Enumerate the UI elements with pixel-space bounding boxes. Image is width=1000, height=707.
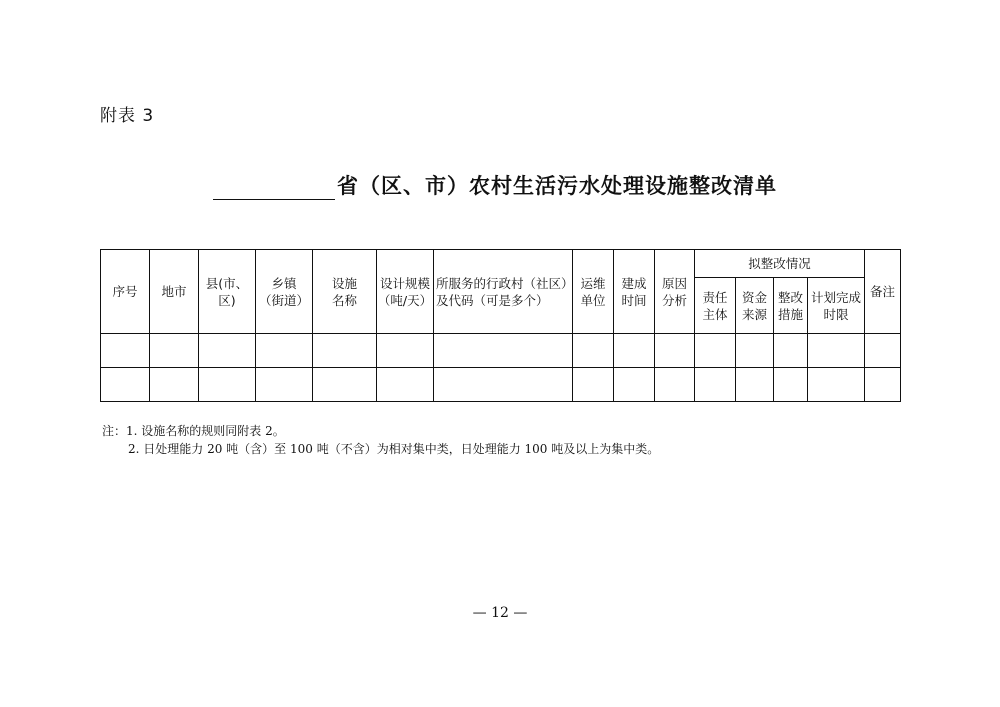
table-cell bbox=[614, 368, 655, 402]
header-city: 地市 bbox=[150, 250, 199, 334]
header-measure bbox=[774, 278, 808, 334]
header-built-line1: 建成 bbox=[621, 275, 647, 291]
header-remarks: 备注 bbox=[865, 250, 901, 334]
table-cell bbox=[101, 334, 150, 368]
header-capacity-line1: 设计规模 bbox=[379, 275, 430, 291]
header-facility-line1: 设施 bbox=[331, 275, 357, 291]
table-cell bbox=[865, 334, 901, 368]
header-fund bbox=[736, 278, 774, 334]
header-responsible bbox=[695, 278, 736, 334]
header-built-line2: 时间 bbox=[621, 292, 647, 308]
header-built bbox=[614, 250, 655, 334]
header-deadline-line1: 计划完成 bbox=[811, 289, 862, 305]
header-responsible-line1: 责任 bbox=[702, 289, 728, 305]
table-cell bbox=[313, 334, 377, 368]
table-cell bbox=[865, 368, 901, 402]
table-cell bbox=[774, 368, 808, 402]
header-villages bbox=[434, 250, 573, 334]
table-row bbox=[101, 334, 901, 368]
header-facility-line2: 名称 bbox=[331, 292, 357, 308]
header-town-line1: 乡镇 bbox=[271, 275, 297, 291]
table-cell bbox=[313, 368, 377, 402]
table-cell bbox=[695, 334, 736, 368]
header-seq: 序号 bbox=[101, 250, 150, 334]
rectification-table bbox=[100, 249, 901, 402]
header-measure-line2: 措施 bbox=[777, 306, 803, 322]
table-cell bbox=[150, 368, 199, 402]
header-town-line2: （街道） bbox=[258, 292, 309, 308]
table-cell bbox=[434, 334, 573, 368]
table-cell bbox=[573, 368, 614, 402]
note-line-2: 2. 日处理能力 20 吨（含）至 100 吨（不含）为相对集中类，日处理能力 100 吨及以上为集中类。 bbox=[128, 442, 660, 456]
table-cell bbox=[655, 368, 695, 402]
note-line-1: 注：1. 设施名称的规则同附表 2。 bbox=[102, 424, 285, 438]
table-cell bbox=[434, 368, 573, 402]
header-cause-line1: 原因 bbox=[661, 275, 687, 291]
header-cause bbox=[655, 250, 695, 334]
header-row-top bbox=[101, 250, 901, 278]
page-number: — 12 — bbox=[472, 605, 528, 621]
table-cell bbox=[614, 334, 655, 368]
header-responsible-line2: 主体 bbox=[702, 306, 728, 322]
table-cell bbox=[150, 334, 199, 368]
notes bbox=[102, 422, 659, 458]
header-deadline bbox=[808, 278, 865, 334]
attachment-label: 附表 3 bbox=[100, 106, 155, 126]
table-cell bbox=[377, 334, 434, 368]
header-operator-line2: 单位 bbox=[580, 292, 606, 308]
table-cell bbox=[808, 334, 865, 368]
header-fund-line2: 来源 bbox=[741, 306, 767, 322]
document-title: 省（区、市）农村生活污水处理设施整改清单 bbox=[337, 174, 777, 198]
table-cell bbox=[736, 334, 774, 368]
table-body bbox=[101, 334, 901, 402]
table-row bbox=[101, 368, 901, 402]
header-operator-line1: 运维 bbox=[580, 275, 606, 291]
table-cell bbox=[256, 368, 313, 402]
header-villages-line1: 所服务的行政村（社区） bbox=[436, 275, 574, 291]
table-cell bbox=[774, 334, 808, 368]
header-town bbox=[256, 250, 313, 334]
header-operator bbox=[573, 250, 614, 334]
header-deadline-line2: 时限 bbox=[823, 306, 849, 322]
header-villages-line2: 及代码（可是多个） bbox=[436, 292, 549, 308]
header-cause-line2: 分析 bbox=[661, 292, 687, 308]
header-county: 县(市、区) bbox=[199, 250, 256, 334]
table-cell bbox=[808, 368, 865, 402]
document-title-row bbox=[213, 172, 777, 200]
table-cell bbox=[573, 334, 614, 368]
header-plan-group: 拟整改情况 bbox=[695, 250, 865, 278]
table-cell bbox=[655, 334, 695, 368]
header-capacity bbox=[377, 250, 434, 334]
table-cell bbox=[101, 368, 150, 402]
header-capacity-line2: （吨/天） bbox=[377, 292, 433, 308]
table-cell bbox=[377, 368, 434, 402]
table-cell bbox=[256, 334, 313, 368]
table-cell bbox=[736, 368, 774, 402]
header-measure-line1: 整改 bbox=[777, 289, 803, 305]
table-cell bbox=[695, 368, 736, 402]
header-facility bbox=[313, 250, 377, 334]
header-fund-line1: 资金 bbox=[741, 289, 767, 305]
table-cell bbox=[199, 368, 256, 402]
table-cell bbox=[199, 334, 256, 368]
province-fill-blank bbox=[213, 175, 335, 200]
